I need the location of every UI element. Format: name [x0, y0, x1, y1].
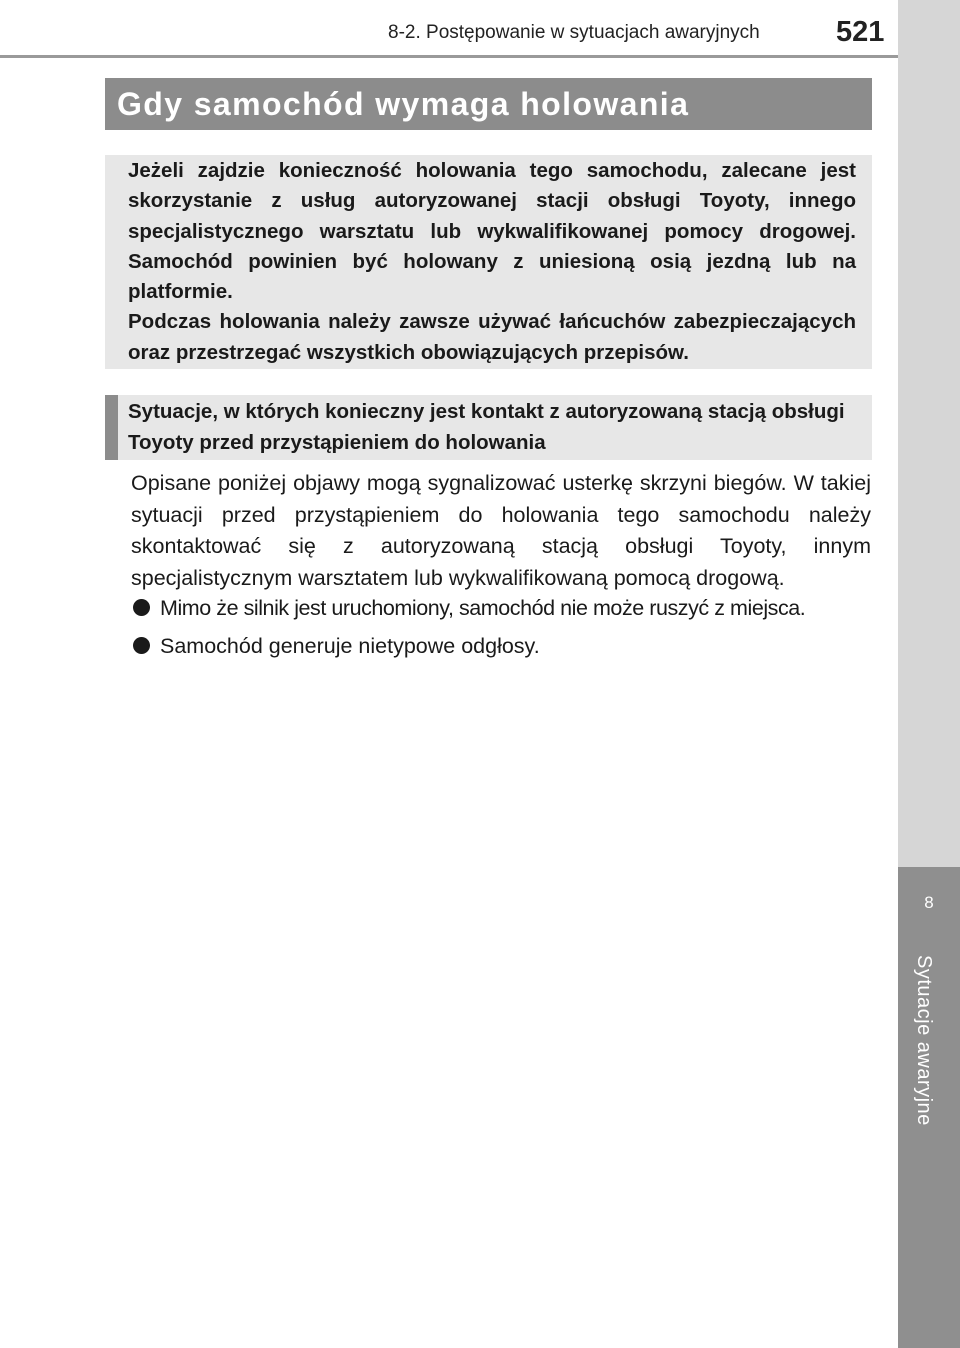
page-title: Gdy samochód wymaga holowania	[117, 86, 690, 122]
chapter-label: Sytuacje awaryjne	[913, 955, 935, 1126]
list-item-text: Samochód generuje nietypowe odgłosy.	[160, 634, 540, 658]
bullet-icon	[133, 637, 150, 654]
section-header: 8-2. Postępowanie w sytuacjach awaryjnych	[388, 22, 760, 43]
header-divider	[0, 55, 898, 58]
list-item-text: Mimo że silnik jest uruchomiony, samochód nie może ruszyć z miejsca.	[160, 596, 806, 620]
intro-box	[105, 155, 872, 369]
bullet-icon	[133, 599, 150, 616]
subheading: Sytuacje, w których konieczny jest kontakt z autoryzowaną stacją obsługi Toyoty przed przystąpieniem do holowania	[128, 400, 845, 454]
chapter-number: 8	[924, 893, 934, 912]
intro-paragraph-1: Jeżeli zajdzie konieczność holowania tego samochodu, zalecane jest skorzystanie z usług autoryzowanej stacji obsługi Toyoty, innego specjalistycznego warsztatu lub wykwalifikowanej pomocy drogowej. Samochód powinien być holowany z uniesioną osią jezdną lub na platformie.	[128, 159, 856, 304]
page-number: 521	[836, 16, 885, 48]
body-paragraph: Opisane poniżej objawy mogą sygnalizować usterkę skrzyni biegów. W takiej sytuacji przed przystąpieniem do holowania tego samochodu należy skontaktować się z autoryzowaną stacją obsługi Toyoty, innym specjalistycznym warsztatem lub wykwalifikowaną pomocą drogową.	[131, 471, 871, 590]
subheading-accent-bar	[105, 395, 118, 460]
title-banner	[105, 78, 872, 130]
subheading-box	[105, 395, 872, 460]
intro-paragraph-2: Podczas holowania należy zawsze używać łańcuchów zabezpieczających oraz przestrzegać wszystkich obowiązujących przepisów.	[128, 310, 856, 364]
